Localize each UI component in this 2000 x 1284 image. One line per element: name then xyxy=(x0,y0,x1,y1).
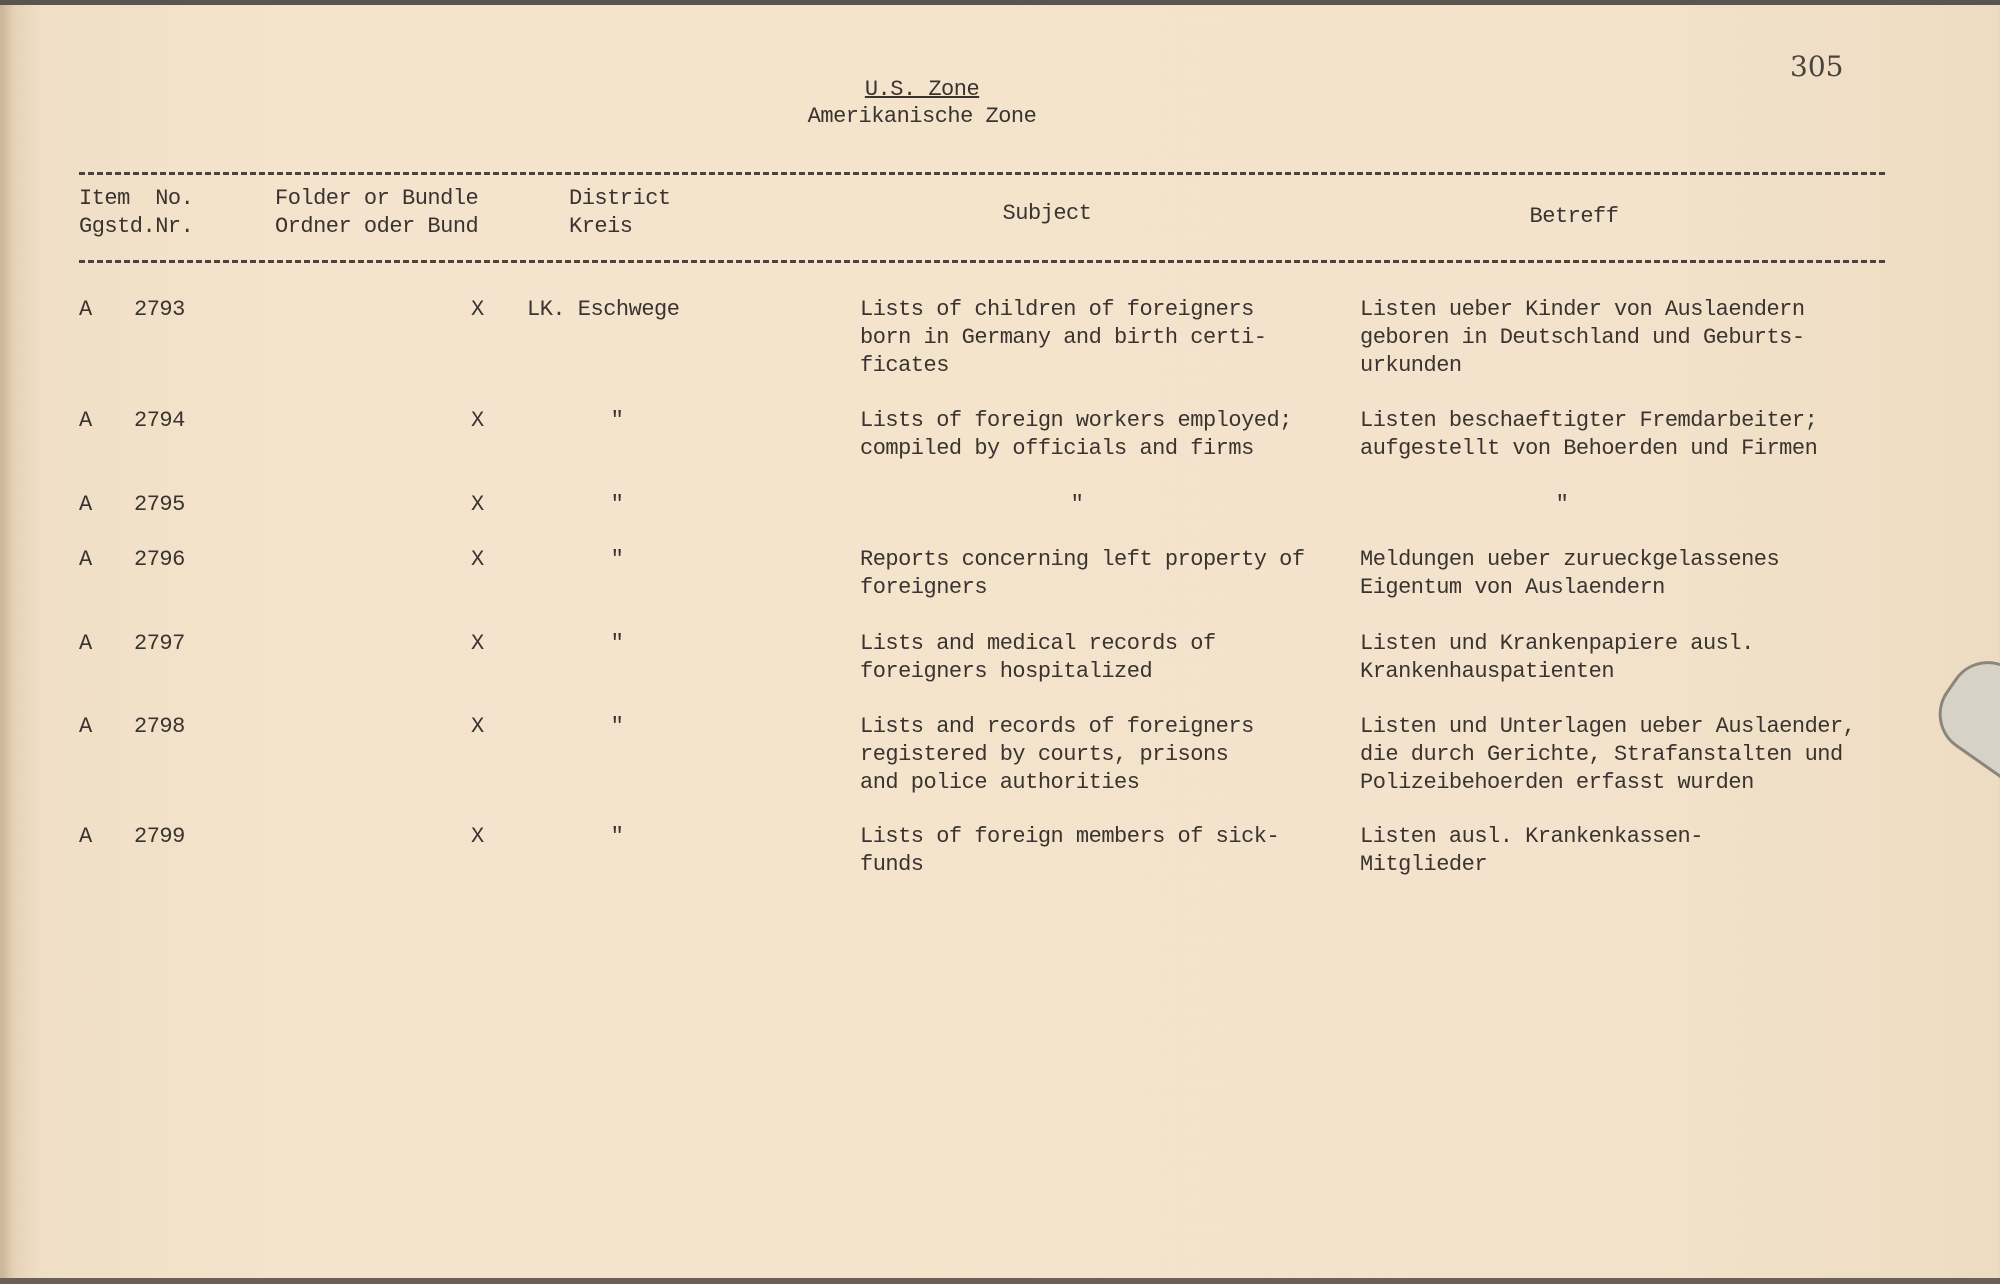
col-district-de: Kreis xyxy=(569,214,633,239)
col-betreff: Betreff xyxy=(1529,204,1619,229)
subject-line: ficates xyxy=(860,353,949,378)
col-folder-de: Ordner oder Bund xyxy=(275,214,479,239)
subject-line: Lists and records of foreigners xyxy=(860,714,1254,739)
item-prefix: A xyxy=(79,824,92,849)
district-ditto: " xyxy=(610,492,624,517)
subject-line: funds xyxy=(860,852,924,877)
item-number: 2798 xyxy=(134,714,185,739)
heading-title: U.S. Zone xyxy=(864,77,980,102)
subject-line: compiled by officials and firms xyxy=(860,436,1254,461)
page-number: 305 xyxy=(1790,50,1844,83)
betreff-line: Krankenhauspatienten xyxy=(1360,659,1615,684)
betreff-line: Eigentum von Auslaendern xyxy=(1360,575,1665,600)
folder-mark: X xyxy=(471,824,484,849)
folder-mark: X xyxy=(471,631,484,656)
betreff-line: geboren in Deutschland und Geburts- xyxy=(1360,325,1805,350)
folder-mark: X xyxy=(471,297,484,322)
betreff-line: Listen und Unterlagen ueber Auslaender, xyxy=(1360,714,1856,739)
betreff-line: die durch Gerichte, Strafanstalten und xyxy=(1360,742,1843,767)
betreff-line: Listen ausl. Krankenkassen- xyxy=(1360,824,1703,849)
subject-line: foreigners xyxy=(860,575,988,600)
item-prefix: A xyxy=(79,714,92,739)
col-item-de: Ggstd.Nr. xyxy=(79,214,194,239)
subject-line: Lists of foreign members of sick- xyxy=(860,824,1280,849)
index-tab xyxy=(1923,645,2000,790)
district-ditto: " xyxy=(610,714,624,739)
subject-line: Lists and medical records of xyxy=(860,631,1216,656)
betreff-line: Mitglieder xyxy=(1360,852,1488,877)
item-prefix: A xyxy=(79,631,92,656)
divider-top xyxy=(79,172,1885,175)
betreff-line: urkunden xyxy=(1360,353,1462,378)
item-prefix: A xyxy=(79,408,92,433)
district-ditto: " xyxy=(610,824,624,849)
heading-subtitle: Amerikanische Zone xyxy=(807,104,1037,129)
subject-line: Lists of foreign workers employed; xyxy=(860,408,1292,433)
col-subject: Subject xyxy=(1002,201,1092,226)
col-district-en: District xyxy=(569,186,671,211)
item-number: 2796 xyxy=(134,547,185,572)
betreff-line: Listen beschaeftigter Fremdarbeiter; xyxy=(1360,408,1818,433)
betreff-line: Listen und Krankenpapiere ausl. xyxy=(1360,631,1754,656)
col-item-en: Item No. xyxy=(79,186,194,211)
district-ditto: " xyxy=(610,631,624,656)
item-number: 2797 xyxy=(134,631,185,656)
item-prefix: A xyxy=(79,547,92,572)
page-bottom-edge xyxy=(0,1278,2000,1284)
betreff-line: Polizeibehoerden erfasst wurden xyxy=(1360,770,1754,795)
subject-line: Reports concerning left property of xyxy=(860,547,1305,572)
item-number: 2795 xyxy=(134,492,185,517)
folder-mark: X xyxy=(471,714,484,739)
item-prefix: A xyxy=(79,492,92,517)
subject-line: foreigners hospitalized xyxy=(860,659,1153,684)
betreff-line: aufgestellt von Behoerden und Firmen xyxy=(1360,436,1818,461)
item-number: 2794 xyxy=(134,408,185,433)
subject-ditto: " xyxy=(1070,492,1084,517)
district-ditto: " xyxy=(610,547,624,572)
folder-mark: X xyxy=(471,492,484,517)
subject-line: registered by courts, prisons xyxy=(860,742,1229,767)
item-number: 2793 xyxy=(134,297,185,322)
betreff-line: Meldungen ueber zurueckgelassenes xyxy=(1360,547,1780,572)
item-number: 2799 xyxy=(134,824,185,849)
page-top-edge xyxy=(0,0,2000,5)
folder-mark: X xyxy=(471,408,484,433)
subject-line: born in Germany and birth certi- xyxy=(860,325,1267,350)
subject-line: and police authorities xyxy=(860,770,1140,795)
divider-header xyxy=(79,260,1885,263)
item-prefix: A xyxy=(79,297,92,322)
col-folder-en: Folder or Bundle xyxy=(275,186,479,211)
folder-mark: X xyxy=(471,547,484,572)
subject-line: Lists of children of foreigners xyxy=(860,297,1254,322)
district: LK. Eschwege xyxy=(527,297,680,322)
betreff-ditto: " xyxy=(1555,492,1569,517)
district-ditto: " xyxy=(610,408,624,433)
betreff-line: Listen ueber Kinder von Auslaendern xyxy=(1360,297,1805,322)
